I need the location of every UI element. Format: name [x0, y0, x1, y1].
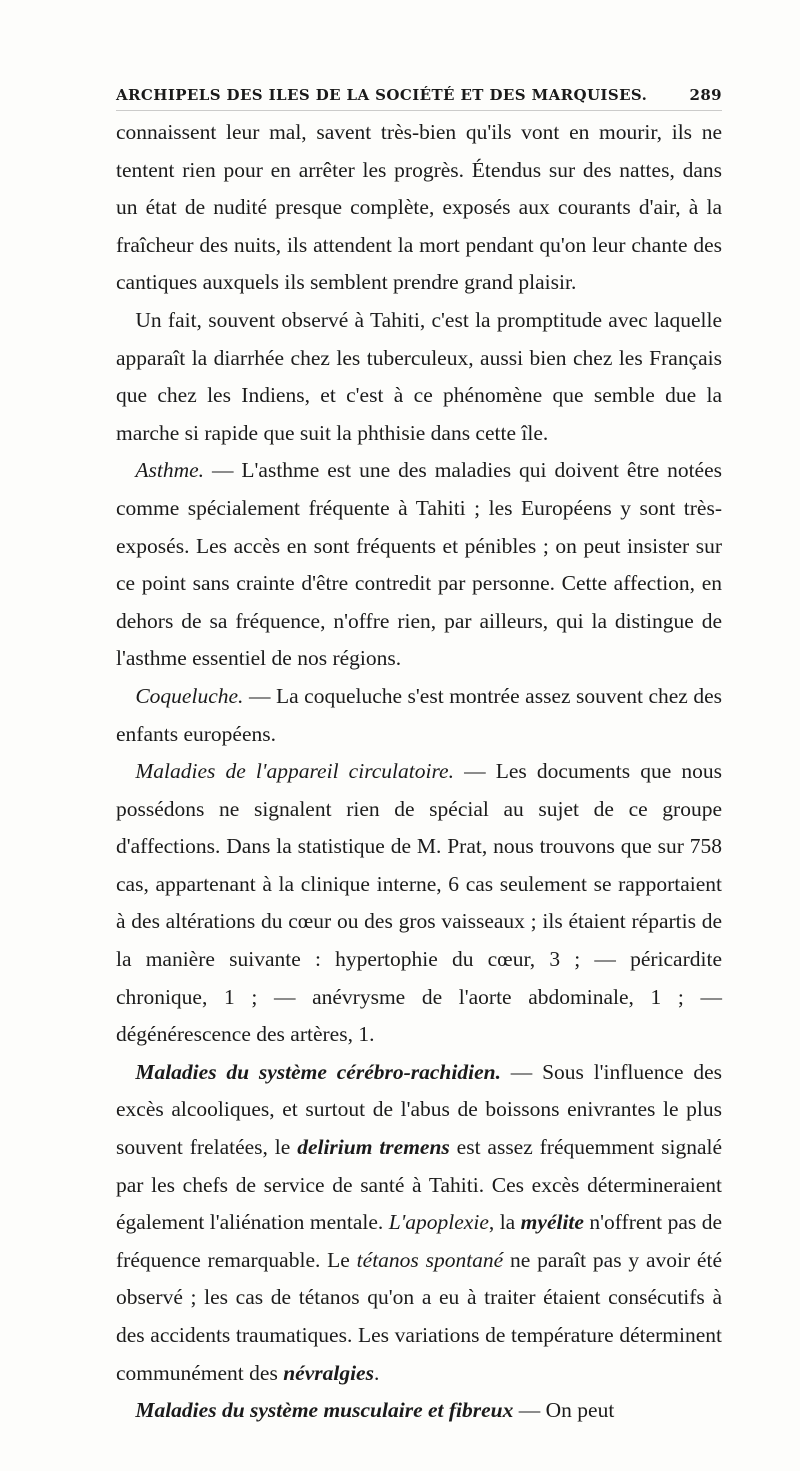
section-heading: Maladies de l'appareil circulatoire.: [135, 759, 454, 784]
paragraph-text: — Sous l'influence des excès alcooliques, et surtout de l'abus de boissons enivrantes le plus souvent frelatées, le: [116, 1059, 722, 1160]
term-myelite: myélite: [520, 1210, 584, 1235]
section-heading: Maladies du système cérébro-rachidien.: [135, 1059, 501, 1084]
body-text: [116, 114, 722, 1430]
paragraph-text: — Les documents que nous possédons ne signalent rien de spécial au sujet de ce groupe d'affections. Dans la statistique de M. Prat, nous trouvons que sur 758 cas, appartenant à la clinique interne, 6 cas seulement se rapportaient à des altérations du cœur ou des gros vaisseaux ; ils étaient répartis de la manière suivante : hypertophie du cœur, 3 ; — péricardite chronique, 1 ; — anévrysme de l'aorte abdominale, 1 ; — dégénérescence des artères, 1.: [116, 759, 722, 1047]
paragraph-text: Un fait, souvent observé à Tahiti, c'est la promptitude avec laquelle apparaît la diarrhée chez les tuberculeux, aussi bien chez les Français que chez les Indiens, et c'est à ce phénomène que semble due la marche si rapide que suit la phthisie dans cette île.: [116, 307, 722, 445]
paragraph-diarrhee: [116, 302, 722, 452]
section-heading: Coqueluche.: [135, 683, 244, 708]
term-nevralgies: névralgies: [283, 1360, 374, 1385]
paragraph-text: ne paraît pas y avoir été observé ; les cas de tétanos qu'on a eu à traiter étaient consécutifs à des accidents traumatiques. Les variations de température déterminent communément des: [116, 1247, 722, 1385]
paragraph-text: .: [373, 1360, 380, 1385]
section-heading: Asthme.: [135, 458, 205, 483]
page-number: 289: [689, 86, 722, 104]
header-rule: [116, 110, 722, 111]
paragraph-asthme: [116, 452, 722, 678]
paragraph-text: — La coqueluche s'est montrée assez souvent chez des enfants européens.: [116, 683, 722, 746]
term-tetanos-spontane: tétanos spontané: [356, 1247, 504, 1272]
paragraph-text: n'offrent pas de fréquence remarquable. Le: [116, 1210, 722, 1272]
paragraph-text: , la: [488, 1210, 521, 1235]
term-delirium-tremens: delirium tremens: [297, 1135, 450, 1160]
paragraph-musculaire: [116, 1392, 722, 1430]
paragraph-coqueluche: [116, 678, 722, 753]
section-heading: Maladies du système musculaire et fibreux: [135, 1398, 514, 1423]
paragraph-text: — L'asthme est une des maladies qui doivent être notées comme spécialement fréquente à Tahiti ; les Européens y sont très-exposés. Les accès en sont fréquents et pénibles ; on peut insister sur ce point sans crainte d'être contredit par personne. Cette affection, en dehors de sa fréquence, n'offre rien, par ailleurs, qui la distingue de l'asthme essentiel de nos régions.: [116, 458, 722, 671]
running-title: ARCHIPELS DES ILES DE LA SOCIÉTÉ ET DES MARQUISES.: [116, 86, 648, 104]
paragraph-tuberculeux-end: [116, 114, 722, 302]
paragraph-text: connaissent leur mal, savent très-bien qu'ils vont en mourir, ils ne tentent rien pour en arrêter les progrès. Étendus sur des nattes, dans un état de nudité presque complète, exposés aux courants d'air, à la fraîcheur des nuits, ils attendent la mort pendant qu'on leur chante des cantiques auxquels ils semblent prendre grand plaisir.: [116, 120, 722, 295]
paragraph-text: — On peut: [513, 1398, 615, 1423]
paragraph-cerebro-rachidien: [116, 1054, 722, 1392]
paragraph-circulatoire: [116, 753, 722, 1054]
paragraph-text: est assez fréquemment signalé par les chefs de service de santé à Tahiti. Ces excès détermineraient également l'aliénation mentale.: [116, 1135, 723, 1235]
term-apoplexie: L'apoplexie: [388, 1210, 489, 1235]
